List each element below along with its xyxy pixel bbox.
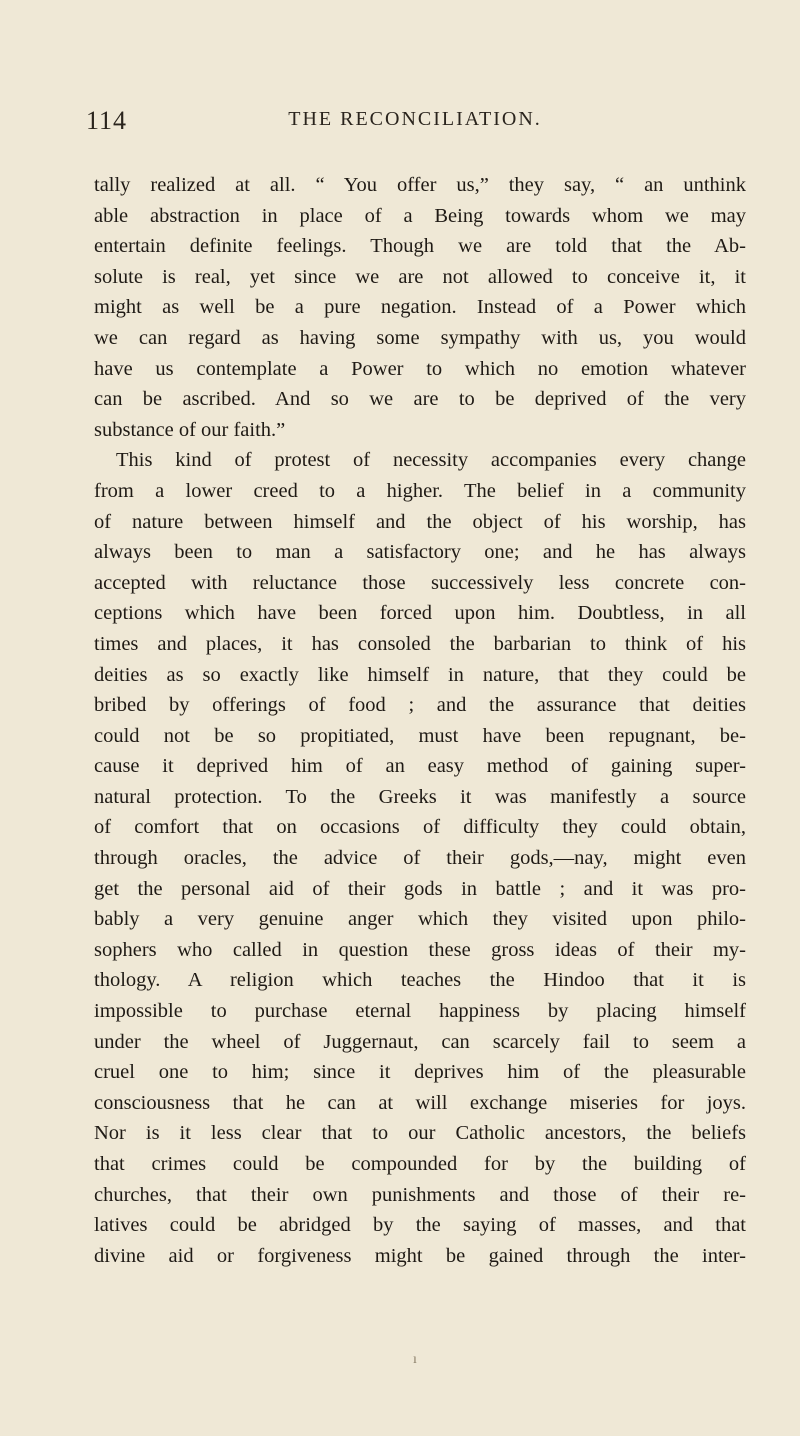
text-line: latives could be abridged by the saying of masses, and that — [94, 1214, 746, 1237]
text-line: churches, that their own punishments and those of their re- — [94, 1183, 746, 1206]
footer-mark: ı — [413, 1352, 417, 1367]
text-line: get the personal aid of their gods in battle ; and it was pro- — [94, 877, 746, 900]
text-line: times and places, it has consoled the barbarian to think of his — [94, 632, 746, 655]
text-line: bably a very genuine anger which they visited upon philo- — [94, 908, 746, 931]
text-line: sophers who called in question these gross ideas of their my- — [94, 938, 746, 961]
text-line: might as well be a pure negation. Instead of a Power which — [94, 296, 746, 319]
text-line: of comfort that on occasions of difficulty they could obtain, — [94, 816, 746, 839]
text-line: divine aid or forgiveness might be gained through the inter- — [94, 1244, 746, 1267]
body-text — [94, 170, 746, 1271]
text-line: always been to man a satisfactory one; and he has always — [94, 541, 746, 564]
text-line: cruel one to him; since it deprives him of the pleasurable — [94, 1061, 746, 1084]
text-line: bribed by offerings of food ; and the assurance that deities — [94, 694, 746, 717]
text-line: from a lower creed to a higher. The belief in a community — [94, 479, 746, 502]
text-line: able abstraction in place of a Being towards whom we may — [94, 204, 746, 227]
text-line: tally realized at all. “ You offer us,” they say, “ an unthink — [94, 174, 746, 196]
text-line: impossible to purchase eternal happiness by placing himself — [94, 1000, 746, 1023]
text-line: have us contemplate a Power to which no emotion whatever — [94, 357, 746, 380]
text-line: of nature between himself and the object of his worship, has — [94, 510, 746, 533]
text-line: solute is real, yet since we are not allowed to conceive it, it — [94, 265, 746, 288]
text-line: accepted with reluctance those successively less concrete con- — [94, 571, 746, 594]
paragraph-start-line: This kind of protest of necessity accompanies every change — [116, 449, 746, 472]
text-line: thology. A religion which teaches the Hindoo that it is — [94, 969, 746, 992]
text-line: could not be so propitiated, must have been repugnant, be- — [94, 724, 746, 747]
text-line: under the wheel of Juggernaut, can scarcely fail to seem a — [94, 1030, 746, 1053]
page-number: 114 — [86, 106, 128, 135]
text-line: can be ascribed. And so we are to be deprived of the very — [94, 388, 746, 411]
text-line: substance of our faith.” — [94, 418, 286, 441]
text-line: entertain definite feelings. Though we are told that the Ab- — [94, 235, 746, 258]
running-head: THE RECONCILIATION. — [288, 108, 542, 130]
text-line: through oracles, the advice of their gods,—nay, might even — [94, 847, 746, 870]
text-line: cause it deprived him of an easy method of gaining super- — [94, 755, 746, 778]
text-line: we can regard as having some sympathy with us, you would — [94, 326, 746, 349]
text-line: deities as so exactly like himself in nature, that they could be — [94, 663, 746, 686]
text-line: that crimes could be compounded for by the building of — [94, 1153, 746, 1175]
text-line: natural protection. To the Greeks it was manifestly a source — [94, 785, 746, 808]
text-line: Nor is it less clear that to our Catholic ancestors, the beliefs — [94, 1122, 746, 1145]
text-line: ceptions which have been forced upon him. Doubtless, in all — [94, 602, 746, 625]
text-line: consciousness that he can at will exchange miseries for joys. — [94, 1091, 746, 1114]
